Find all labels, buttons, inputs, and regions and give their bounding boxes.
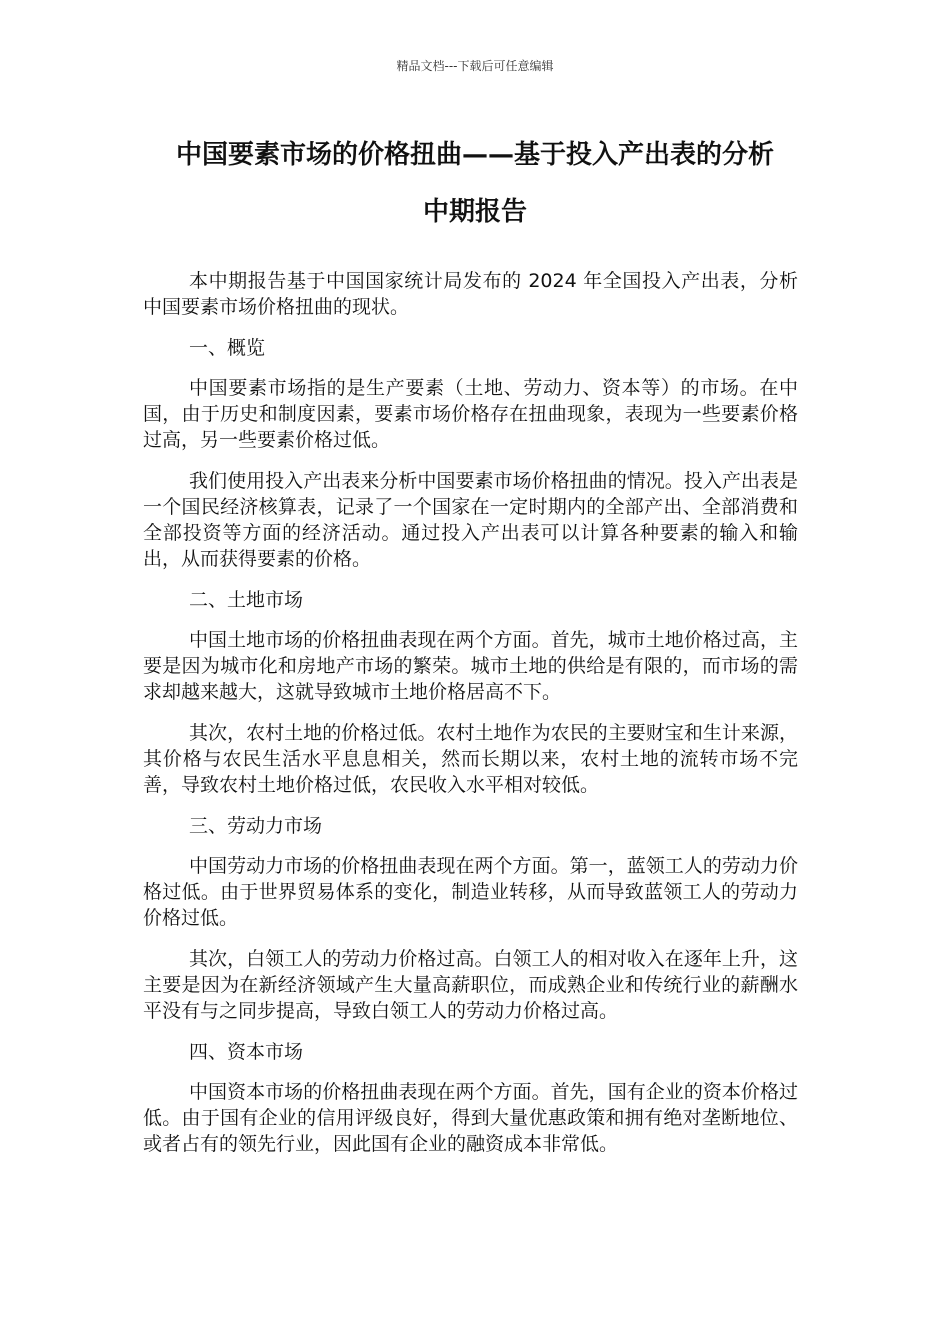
paragraph: 其次，白领工人的劳动力价格过高。白领工人的相对收入在逐年上升，这主要是因为在新经济领域产生大量高薪职位，而成熟企业和传统行业的薪酬水平没有与之同步提高，导致白领工人的劳动力价格过高。 — [143, 948, 798, 1022]
section-heading-land-market: 二、土地市场 — [189, 589, 304, 611]
section-heading-overview: 一、概览 — [189, 337, 266, 359]
paragraph: 中国土地市场的价格扭曲表现在两个方面。首先，城市土地价格过高，主要是因为城市化和房地产市场的繁荣。城市土地的供给是有限的，而市场的需求却越来越大，这就导致城市土地价格居高不下。 — [143, 629, 798, 703]
paragraph: 其次，农村土地的价格过低。农村土地作为农民的主要财宝和生计来源，其价格与农民生活水平息息相关，然而长期以来，农村土地的流转市场不完善，导致农村土地价格过低，农民收入水平相对较低。 — [143, 722, 798, 796]
paragraph: 我们使用投入产出表来分析中国要素市场价格扭曲的情况。投入产出表是一个国民经济核算表，记录了一个国家在一定时期内的全部产出、全部消费和全部投资等方面的经济活动。通过投入产出表可以计算各种要素的输入和输出，从而获得要素的价格。 — [143, 470, 798, 570]
document-title: 中国要素市场的价格扭曲——基于投入产出表的分析 — [175, 140, 774, 170]
intro-paragraph: 本中期报告基于中国国家统计局发布的 2024 年全国投入产出表，分析中国要素市场价格扭曲的现状。 — [143, 270, 798, 318]
paragraph: 中国劳动力市场的价格扭曲表现在两个方面。第一，蓝领工人的劳动力价格过低。由于世界贸易体系的变化，制造业转移，从而导致蓝领工人的劳动力价格过低。 — [143, 855, 798, 929]
paragraph: 中国要素市场指的是生产要素（土地、劳动力、资本等）的市场。在中国，由于历史和制度因素，要素市场价格存在扭曲现象，表现为一些要素价格过高，另一些要素价格过低。 — [143, 377, 798, 451]
document-subtitle: 中期报告 — [422, 197, 527, 227]
header-note: 精品文档---下载后可任意编辑 — [396, 59, 554, 73]
section-heading-labor-market: 三、劳动力市场 — [189, 815, 323, 837]
paragraph: 中国资本市场的价格扭曲表现在两个方面。首先，国有企业的资本价格过低。由于国有企业的信用评级良好，得到大量优惠政策和拥有绝对垄断地位、或者占有的领先行业，因此国有企业的融资成本非常低。 — [143, 1081, 798, 1155]
document-body — [143, 268, 798, 1172]
section-heading-capital-market: 四、资本市场 — [189, 1041, 304, 1063]
